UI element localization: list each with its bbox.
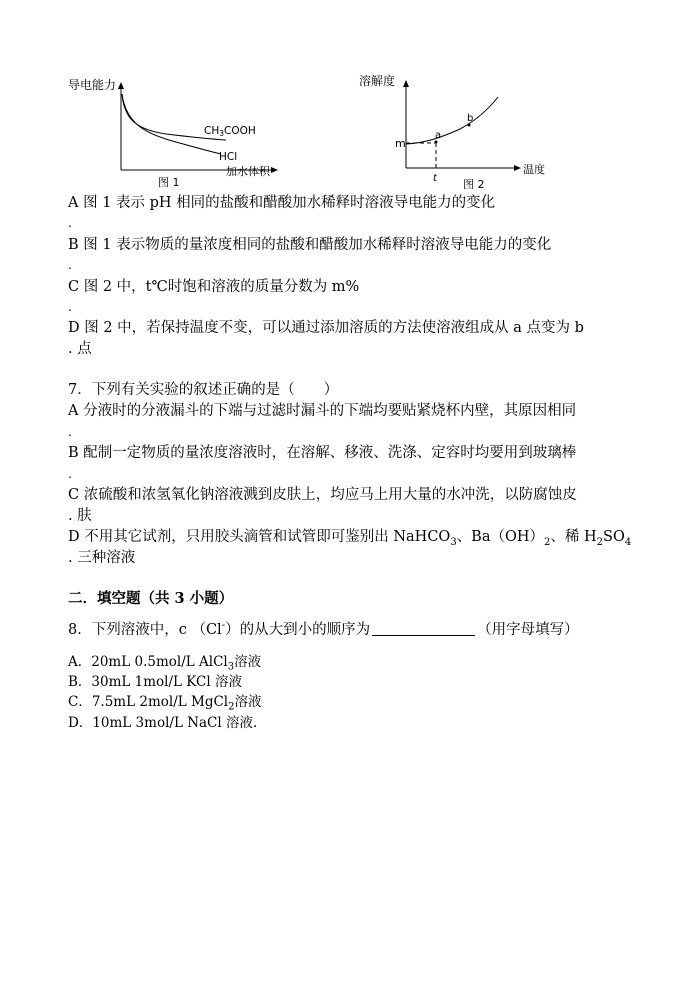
- fig1-curve-hcl: [122, 94, 221, 154]
- q6-option-b: B 图 1 表示物质的量浓度相同的盐酸和醋酸加水稀释时溶液导电能力的变化: [68, 237, 552, 253]
- fig2-a-label: a: [435, 130, 442, 141]
- q8-option-a-suffix: 溶液: [234, 654, 262, 670]
- q8-option-d: D．10mL 3mol/L NaCl 溶液.: [68, 715, 258, 731]
- q7-option-b: B 配制一定物质的量浓度溶液时，在溶解、移液、洗涤、定容时均要用到玻璃棒: [68, 445, 577, 461]
- q7-option-d: [68, 527, 631, 547]
- q8-option-a-sub: 3: [227, 661, 235, 673]
- section-title: 二．填空题（共 3 小题）: [68, 590, 234, 607]
- fig1-caption: 图 1: [158, 176, 180, 189]
- q7-option-d-sub-4: 4: [624, 536, 632, 548]
- q7-option-b-dot: .: [68, 467, 72, 481]
- fig2-y-arrow: [403, 80, 409, 87]
- fig2-b-label: b: [467, 113, 474, 124]
- fig1-y-arrow: [118, 82, 124, 89]
- q6-option-a: A 图 1 表示 pH 相同的盐酸和醋酸加水稀释时溶液导电能力的变化: [68, 195, 496, 211]
- fig1-label-hcl: HCl: [219, 151, 238, 163]
- q6-option-c: C 图 2 中，t℃时饱和溶液的质量分数为 m%: [68, 279, 360, 295]
- q6-option-b-dot: .: [68, 258, 72, 272]
- q7-option-c-dot: .: [68, 508, 73, 524]
- fig2-solubility-curve: [406, 97, 498, 144]
- figure-1: [66, 72, 296, 192]
- q7-option-d-text-2: 、Ba（OH）: [456, 529, 545, 545]
- q7-option-d-sub-3: 2: [596, 536, 604, 548]
- fig2-xlabel: 温度: [523, 163, 545, 176]
- answer-blank[interactable]: [372, 621, 475, 636]
- q6-option-d-dot: .: [68, 341, 73, 357]
- q6-option-d-cont: [68, 339, 92, 359]
- fig2-t-label: t: [433, 173, 437, 184]
- q6-option-d-cont-text: 点: [77, 341, 92, 357]
- q7-option-d-text-1: D 不用其它试剂，只用胶头滴管和试管即可鉴别出 NaHCO: [68, 529, 451, 545]
- q7-stem: 7．下列有关实验的叙述正确的是（ ）: [68, 382, 339, 398]
- q8-stem-text-2: ）的从大到小的顺序为: [225, 622, 371, 638]
- fig1-label-ch3cooh: CH3COOH: [204, 125, 256, 138]
- q7-option-a-dot: .: [68, 425, 72, 439]
- q7-option-c-cont-text: 肤: [77, 508, 92, 524]
- q7-option-d-dot: .: [68, 550, 73, 566]
- q6-option-c-dot: .: [68, 300, 72, 314]
- q7-option-c-cont: [68, 506, 92, 526]
- q8-option-c-text: C．7.5mL 2mol/L MgCl: [68, 694, 229, 710]
- fig1-x-arrow: [271, 167, 278, 173]
- q7-option-d-sub-1: 3: [450, 536, 457, 548]
- fig1-ylabel: 导电能力: [68, 78, 117, 92]
- q7-option-d-text-4: SO: [603, 529, 625, 545]
- q8-stem: [68, 620, 579, 640]
- q8-option-b: B．30mL 1mol/L KCl 溶液: [68, 674, 242, 690]
- q8-option-c-suffix: 溶液: [234, 694, 262, 710]
- q7-option-a: A 分液时的分液漏斗的下端与过滤时漏斗的下端均要贴紧烧杯内壁，其原因相同: [68, 403, 577, 419]
- q7-option-d-cont: [68, 548, 135, 568]
- q7-option-d-cont-text: 三种溶液: [77, 550, 136, 566]
- q8-option-a-text: A．20mL 0.5mol/L AlCl: [68, 654, 228, 670]
- q6-option-d: D 图 2 中，若保持温度不变，可以通过添加溶质的方法使溶液组成从 a 点变为 b: [68, 320, 584, 336]
- q7-option-c: C 浓硫酸和浓氢氧化钠溶液溅到皮肤上，均应马上用大量的水冲洗，以防腐蚀皮: [68, 487, 577, 503]
- q8-stem-text-1: 8．下列溶液中，c （Cl: [68, 622, 222, 638]
- fig2-ylabel: 溶解度: [359, 74, 396, 88]
- q8-option-c-sub: 2: [228, 701, 235, 713]
- q8-stem-sup: -: [221, 620, 226, 632]
- fig2-caption: 图 2: [463, 178, 485, 191]
- q7-option-d-sub-2: 2: [544, 536, 551, 548]
- q8-stem-text-3: （用字母填写）: [477, 622, 579, 638]
- q6-option-a-dot: .: [68, 216, 72, 230]
- figure-2: [355, 72, 565, 192]
- fig2-x-arrow: [514, 165, 521, 171]
- fig1-xlabel: 加水体积: [226, 165, 270, 178]
- q8-option-c: [68, 692, 261, 712]
- q8-option-a: [68, 652, 261, 672]
- fig2-m-label: m: [395, 137, 406, 150]
- q7-option-d-text-3: 、稀 H: [550, 529, 597, 545]
